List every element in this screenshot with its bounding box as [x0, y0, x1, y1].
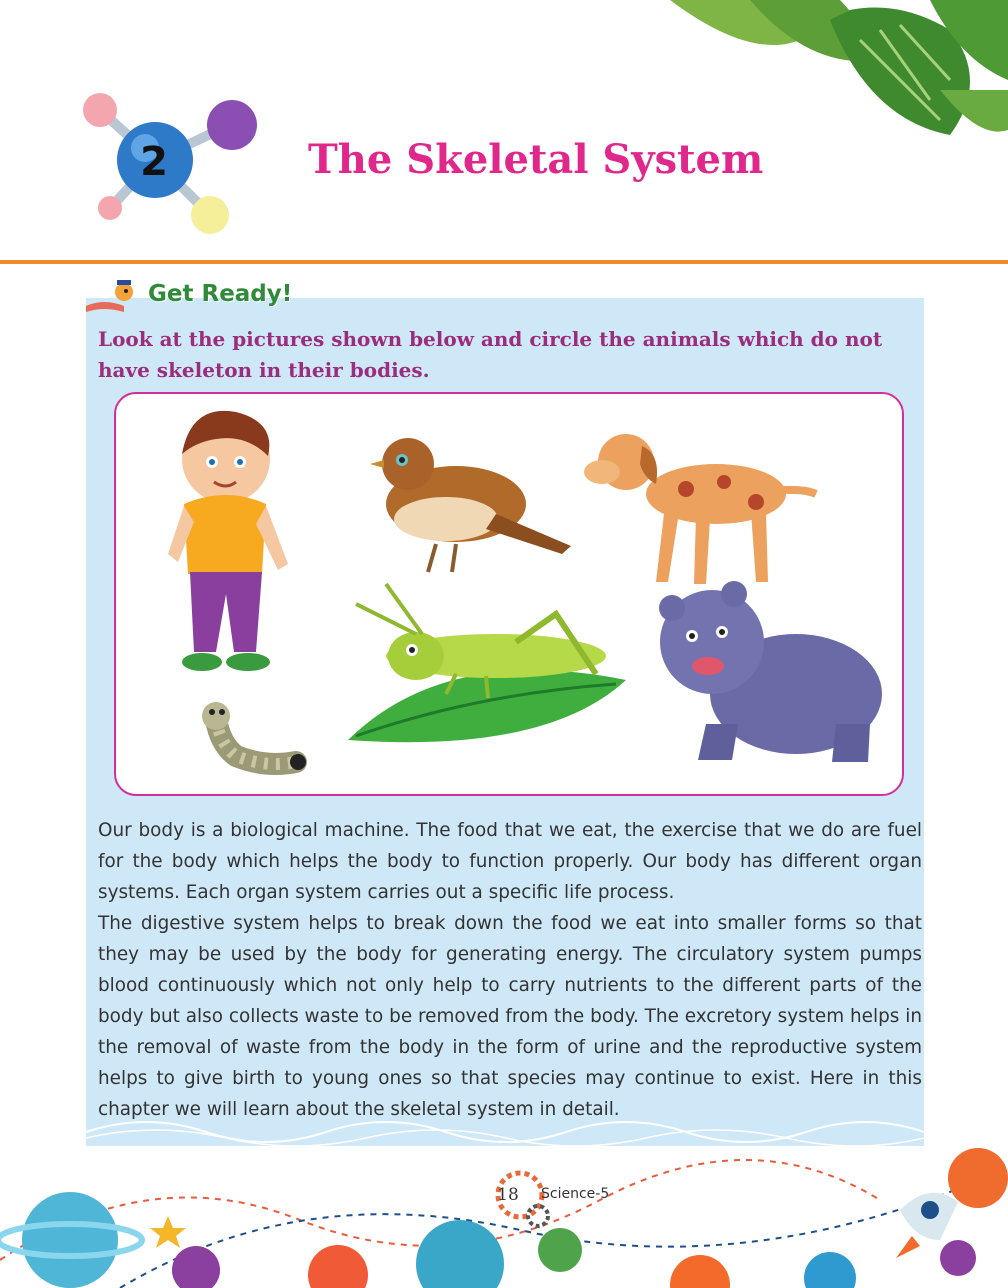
worm-illustration — [202, 702, 306, 770]
grasshopper-illustration — [348, 584, 626, 742]
get-ready-heading: Get Ready! — [148, 281, 293, 307]
chapter-number: 2 — [140, 139, 168, 185]
bird-illustration — [370, 438, 571, 572]
bear-illustration — [659, 581, 882, 762]
chapter-title: The Skeletal System — [308, 136, 764, 183]
book-name: Science-5 — [541, 1186, 610, 1202]
space-illustration — [0, 1140, 1008, 1288]
bookworm-icon — [84, 276, 144, 314]
dog-illustration — [584, 434, 816, 584]
paragraph-organ-systems: The digestive system helps to break down the food we eat into smaller forms so that they may be used by the body for generating energy. The circulatory system pumps blood continuously which not only help to carry nutrients to the different parts of the body but also collects waste to be removed from the body. The excretory system helps in the removal of waste from the body in the form of urine and the reproductive system helps to give birth to young ones so that species may continue to exist. Here in this chapter we will learn about the skeletal system in detail. — [98, 913, 922, 1120]
title-rule — [0, 260, 1008, 264]
paragraph-intro: Our body is a biological machine. The food that we eat, the exercise that we do are fuel for the body which helps the body to function properly. Our body has different organ systems. Each organ system carries out a specific life process. — [98, 820, 922, 903]
get-ready-instruction: Look at the pictures shown below and circle the animals which do not have skeleton in their bodies. — [98, 327, 883, 382]
page-number: 18 — [497, 1185, 519, 1205]
leaves-illustration — [630, 0, 1008, 150]
pictures-frame — [114, 392, 904, 796]
boy-illustration — [168, 411, 288, 671]
